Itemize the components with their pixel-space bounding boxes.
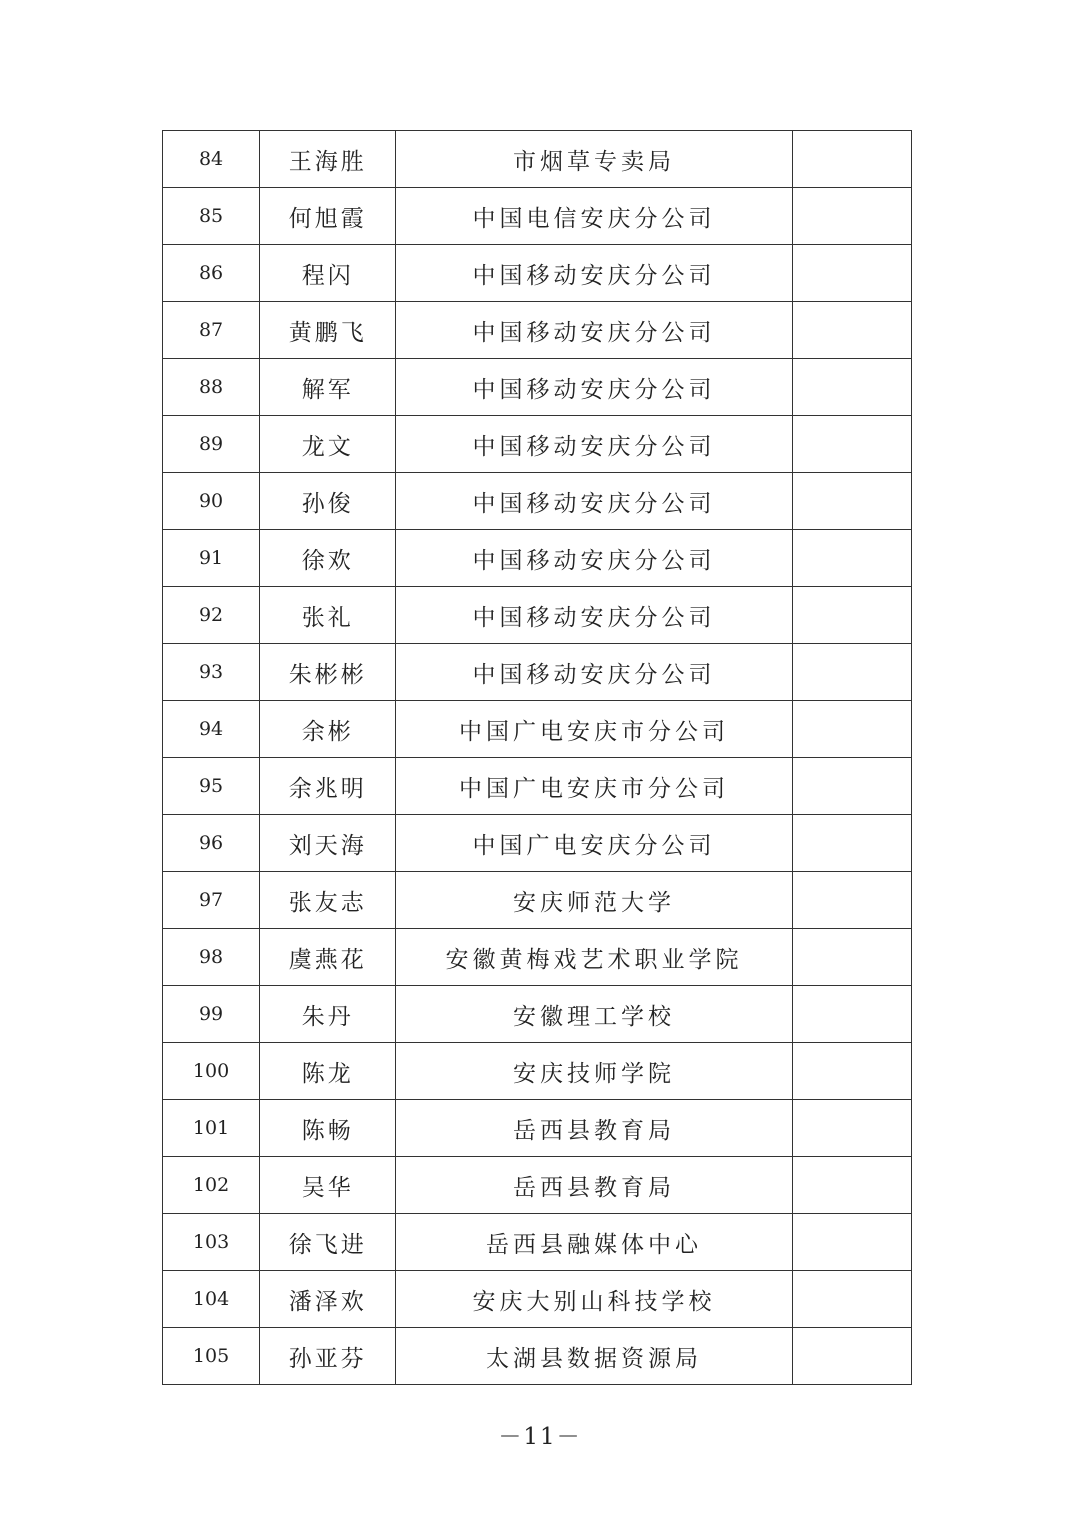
row-number: 84 xyxy=(163,131,260,188)
remarks-cell xyxy=(792,986,911,1043)
remarks-cell xyxy=(792,815,911,872)
row-number: 99 xyxy=(163,986,260,1043)
person-name: 虞燕花 xyxy=(260,929,396,986)
person-name: 陈龙 xyxy=(260,1043,396,1100)
table-row xyxy=(163,1328,912,1385)
person-name: 余兆明 xyxy=(260,758,396,815)
remarks-cell xyxy=(792,1328,911,1385)
row-number: 92 xyxy=(163,587,260,644)
row-number: 87 xyxy=(163,302,260,359)
person-name: 朱丹 xyxy=(260,986,396,1043)
row-number: 100 xyxy=(163,1043,260,1100)
work-unit: 安庆师范大学 xyxy=(396,872,793,929)
row-number: 103 xyxy=(163,1214,260,1271)
table-row xyxy=(163,131,912,188)
person-name: 徐飞进 xyxy=(260,1214,396,1271)
work-unit: 安徽理工学校 xyxy=(396,986,793,1043)
work-unit: 中国移动安庆分公司 xyxy=(396,473,793,530)
table-row xyxy=(163,1214,912,1271)
work-unit: 岳西县教育局 xyxy=(396,1157,793,1214)
work-unit: 岳西县融媒体中心 xyxy=(396,1214,793,1271)
remarks-cell xyxy=(792,359,911,416)
page-number: －11－ xyxy=(498,1424,582,1450)
remarks-cell xyxy=(792,416,911,473)
work-unit: 岳西县教育局 xyxy=(396,1100,793,1157)
table-row xyxy=(163,815,912,872)
remarks-cell xyxy=(792,872,911,929)
remarks-cell xyxy=(792,929,911,986)
table-row xyxy=(163,929,912,986)
remarks-cell xyxy=(792,701,911,758)
person-name: 孙俊 xyxy=(260,473,396,530)
table-row xyxy=(163,473,912,530)
person-name: 何旭霞 xyxy=(260,188,396,245)
row-number: 93 xyxy=(163,644,260,701)
remarks-cell xyxy=(792,1043,911,1100)
roster-table-body xyxy=(163,131,912,1385)
row-number: 89 xyxy=(163,416,260,473)
row-number: 104 xyxy=(163,1271,260,1328)
work-unit: 中国广电安庆市分公司 xyxy=(396,701,793,758)
remarks-cell xyxy=(792,530,911,587)
work-unit: 太湖县数据资源局 xyxy=(396,1328,793,1385)
table-row xyxy=(163,1271,912,1328)
work-unit: 中国移动安庆分公司 xyxy=(396,587,793,644)
person-name: 刘天海 xyxy=(260,815,396,872)
row-number: 85 xyxy=(163,188,260,245)
row-number: 105 xyxy=(163,1328,260,1385)
remarks-cell xyxy=(792,245,911,302)
row-number: 91 xyxy=(163,530,260,587)
person-name: 朱彬彬 xyxy=(260,644,396,701)
person-name: 张友志 xyxy=(260,872,396,929)
person-name: 孙亚芬 xyxy=(260,1328,396,1385)
table-row xyxy=(163,701,912,758)
person-name: 潘泽欢 xyxy=(260,1271,396,1328)
person-name: 黄鹏飞 xyxy=(260,302,396,359)
remarks-cell xyxy=(792,1214,911,1271)
row-number: 97 xyxy=(163,872,260,929)
remarks-cell xyxy=(792,1100,911,1157)
person-name: 徐欢 xyxy=(260,530,396,587)
table-row xyxy=(163,1100,912,1157)
work-unit: 中国移动安庆分公司 xyxy=(396,644,793,701)
work-unit: 中国移动安庆分公司 xyxy=(396,359,793,416)
table-row xyxy=(163,1043,912,1100)
row-number: 94 xyxy=(163,701,260,758)
row-number: 98 xyxy=(163,929,260,986)
row-number: 90 xyxy=(163,473,260,530)
table-row xyxy=(163,245,912,302)
work-unit: 中国移动安庆分公司 xyxy=(396,530,793,587)
remarks-cell xyxy=(792,188,911,245)
row-number: 102 xyxy=(163,1157,260,1214)
row-number: 101 xyxy=(163,1100,260,1157)
table-row xyxy=(163,188,912,245)
work-unit: 安庆技师学院 xyxy=(396,1043,793,1100)
work-unit: 安徽黄梅戏艺术职业学院 xyxy=(396,929,793,986)
table-row xyxy=(163,644,912,701)
row-number: 95 xyxy=(163,758,260,815)
work-unit: 安庆大别山科技学校 xyxy=(396,1271,793,1328)
table-row xyxy=(163,758,912,815)
table-row xyxy=(163,359,912,416)
table-row xyxy=(163,530,912,587)
remarks-cell xyxy=(792,644,911,701)
work-unit: 中国广电安庆市分公司 xyxy=(396,758,793,815)
remarks-cell xyxy=(792,587,911,644)
person-name: 王海胜 xyxy=(260,131,396,188)
remarks-cell xyxy=(792,1271,911,1328)
person-name: 吴华 xyxy=(260,1157,396,1214)
work-unit: 中国广电安庆分公司 xyxy=(396,815,793,872)
table-row xyxy=(163,872,912,929)
table-row xyxy=(163,302,912,359)
table-row xyxy=(163,1157,912,1214)
person-name: 陈畅 xyxy=(260,1100,396,1157)
person-name: 龙文 xyxy=(260,416,396,473)
person-name: 解军 xyxy=(260,359,396,416)
remarks-cell xyxy=(792,473,911,530)
work-unit: 中国电信安庆分公司 xyxy=(396,188,793,245)
table-row xyxy=(163,587,912,644)
remarks-cell xyxy=(792,131,911,188)
row-number: 96 xyxy=(163,815,260,872)
table-row xyxy=(163,986,912,1043)
person-name: 张礼 xyxy=(260,587,396,644)
work-unit: 中国移动安庆分公司 xyxy=(396,416,793,473)
row-number: 86 xyxy=(163,245,260,302)
person-name: 程闪 xyxy=(260,245,396,302)
remarks-cell xyxy=(792,1157,911,1214)
remarks-cell xyxy=(792,302,911,359)
table-row xyxy=(163,416,912,473)
work-unit: 中国移动安庆分公司 xyxy=(396,302,793,359)
work-unit: 中国移动安庆分公司 xyxy=(396,245,793,302)
row-number: 88 xyxy=(163,359,260,416)
person-name: 余彬 xyxy=(260,701,396,758)
work-unit: 市烟草专卖局 xyxy=(396,131,793,188)
remarks-cell xyxy=(792,758,911,815)
roster-table xyxy=(162,130,912,1385)
